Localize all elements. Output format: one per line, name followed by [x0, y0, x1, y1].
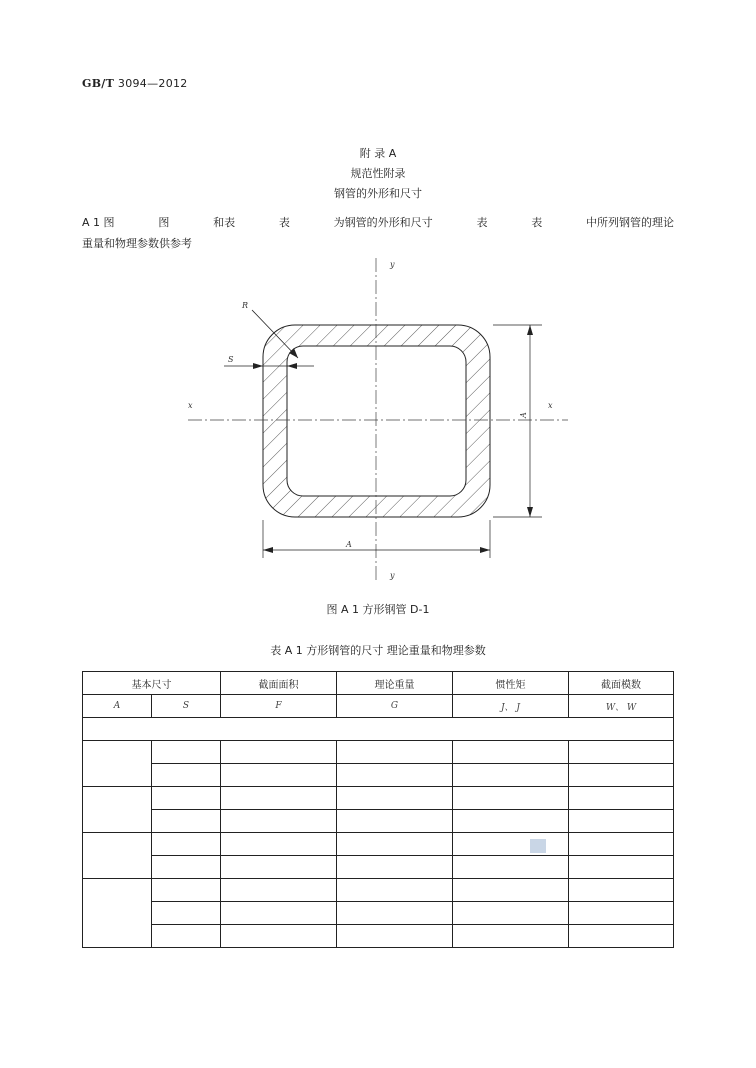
- table-row: [83, 718, 674, 741]
- figure-caption: 图 A 1 方形钢管 D-1: [326, 603, 430, 616]
- table-row: [83, 902, 674, 925]
- table-row: [83, 787, 674, 810]
- header-moment-of-inertia: 惯性矩: [453, 672, 569, 695]
- data-table: [82, 671, 674, 948]
- table-header-row: [83, 672, 674, 695]
- width-label: A: [346, 540, 352, 549]
- table-row: [83, 856, 674, 879]
- intro-paragraph: A 1 图 图 和表 表 为钢管的外形和尺寸 表 表 中所列钢管的理论 重量和物理参数供参考: [82, 216, 674, 250]
- radius-label: R: [242, 301, 249, 310]
- header-theoretical-weight: 理论重量: [337, 672, 453, 695]
- thickness-arrow-left: [253, 363, 263, 369]
- height-label: A: [519, 412, 528, 418]
- height-arrow-bottom: [527, 507, 533, 517]
- thickness-arrow-right: [287, 363, 297, 369]
- watermark-stamp: [530, 839, 546, 853]
- header-section-area: 截面面积: [221, 672, 337, 695]
- table-row: [83, 833, 674, 856]
- header-basic-size: 基本尺寸: [83, 672, 221, 695]
- table-caption: 表 A 1 方形钢管的尺寸 理论重量和物理参数: [270, 644, 486, 657]
- symbol-f: F: [221, 695, 337, 718]
- table-row: [83, 810, 674, 833]
- tube-wall: [263, 325, 490, 517]
- width-arrow-right: [480, 547, 490, 553]
- table-row: [83, 879, 674, 902]
- y-axis-label-bottom: y: [390, 571, 395, 580]
- x-axis-label-right: x: [548, 401, 553, 410]
- table-row: [83, 925, 674, 948]
- table-row: [83, 764, 674, 787]
- x-axis-label-left: x: [188, 401, 193, 410]
- annex-subtitle: 钢管的外形和尺寸: [334, 187, 422, 200]
- symbol-a: A: [83, 695, 152, 718]
- table-symbol-row: [83, 695, 674, 718]
- header-section-modulus: 截面模数: [569, 672, 674, 695]
- symbol-w: W、 W: [569, 695, 674, 718]
- symbol-j: J、 J: [453, 695, 569, 718]
- table-row: [83, 741, 674, 764]
- height-arrow-top: [527, 325, 533, 335]
- symbol-g: G: [337, 695, 453, 718]
- annex-type: 规范性附录: [350, 167, 406, 180]
- width-arrow-left: [263, 547, 273, 553]
- symbol-s: S: [152, 695, 221, 718]
- standard-code: GB/T 3094—2012: [82, 77, 188, 90]
- y-axis-label-top: y: [390, 260, 395, 269]
- thickness-label: S: [228, 355, 234, 364]
- annex-title: 附 录 A: [359, 147, 397, 160]
